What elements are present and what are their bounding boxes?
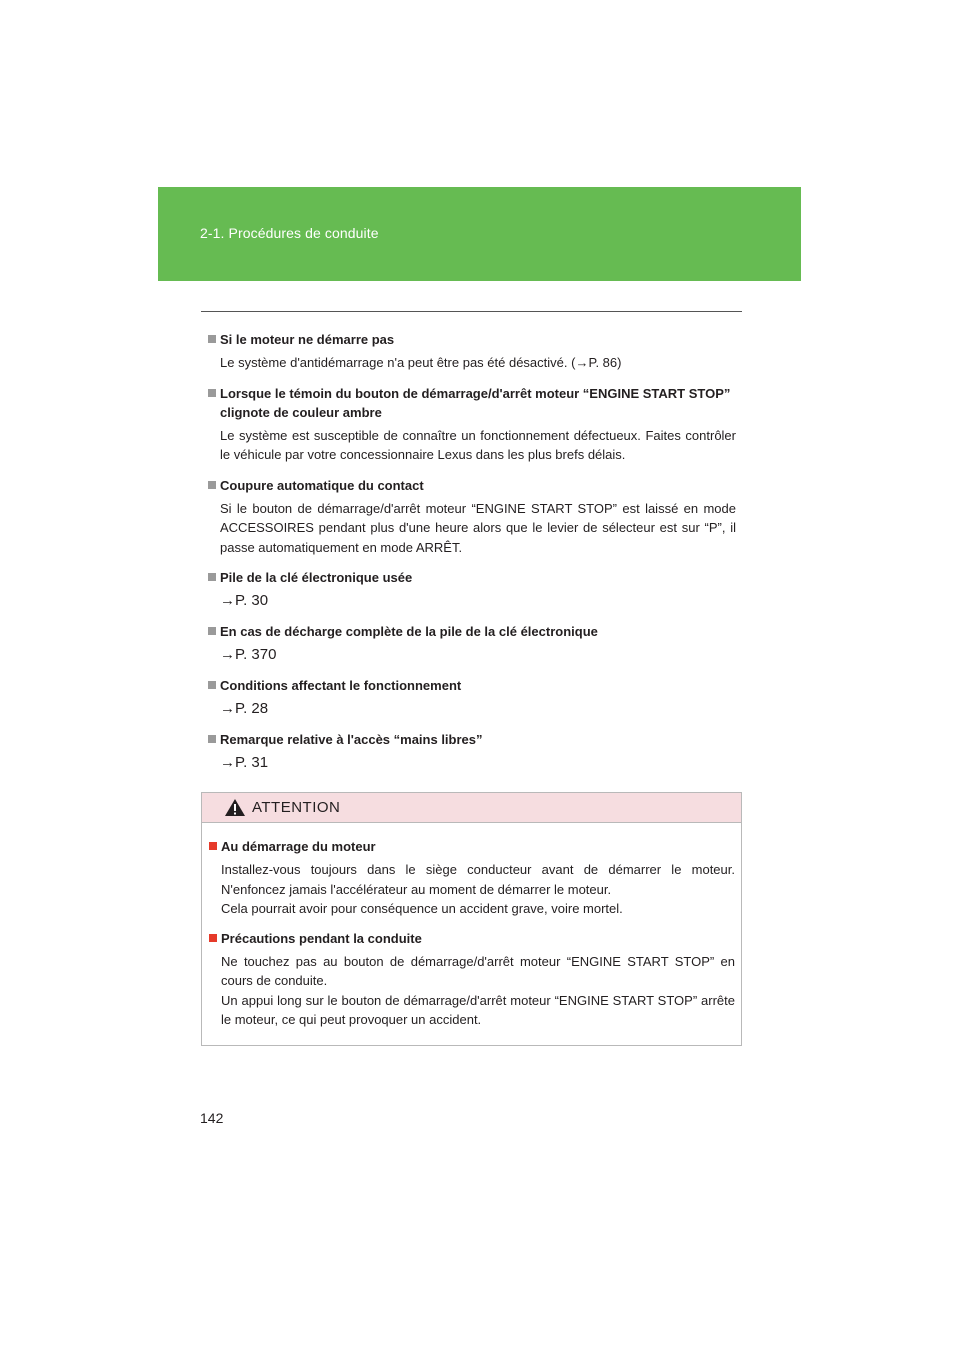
- warning-line: Ne touchez pas au bouton de démarrage/d'arrêt moteur “ENGINE START STOP” en cours de conduite.: [221, 953, 735, 988]
- page-reference: →P. 370: [220, 646, 277, 663]
- info-item: [208, 476, 736, 558]
- item-title: Coupure automatique du contact: [220, 477, 424, 493]
- warning-item: [209, 837, 735, 919]
- info-item: [208, 568, 736, 611]
- square-bullet-icon: [208, 481, 216, 489]
- square-bullet-icon: [208, 573, 216, 581]
- info-list: [208, 330, 736, 784]
- item-body: Le système est susceptible de connaître un fonctionnement défectueux. Faites contrôler le véhicule par votre concessionnaire Lexus dans les plus brefs délais.: [220, 427, 736, 462]
- item-title: Pile de la clé électronique usée: [220, 570, 413, 585]
- info-item: [208, 384, 736, 465]
- item-title: Conditions affectant le fonctionnement: [220, 678, 462, 693]
- square-bullet-icon: [209, 934, 217, 942]
- warning-triangle-icon: [224, 798, 246, 817]
- warning-content: [202, 823, 741, 1030]
- square-bullet-icon: [208, 627, 216, 635]
- info-item: [208, 676, 736, 719]
- warning-line: Cela pourrait avoir pour conséquence un accident grave, voire mortel.: [221, 901, 623, 916]
- warning-box: [201, 792, 742, 1046]
- page-reference: →P. 28: [220, 700, 269, 717]
- warning-item-title: Précautions pendant la conduite: [221, 930, 422, 946]
- warning-item-title: Au démarrage du moteur: [221, 839, 376, 854]
- item-body: Si le bouton de démarrage/d'arrêt moteur “ENGINE START STOP” est laissé en mode ACCESSOIRES pendant plus d'une heure alors que le levier de sélecteur est sur “P”, il passe automatiquement en mode ARRÊT.: [220, 500, 736, 555]
- item-title: Remarque relative à l'accès “mains libres”: [220, 732, 483, 747]
- top-rule: [201, 311, 742, 312]
- warning-line: Un appui long sur le bouton de démarrage/d'arrêt moteur “ENGINE START STOP” arrête le moteur, ce qui peut provoquer un accident.: [221, 992, 735, 1027]
- warning-label: ATTENTION: [252, 799, 341, 816]
- page-reference: →P. 30: [220, 592, 269, 609]
- square-bullet-icon: [208, 335, 216, 343]
- warning-header: [202, 793, 741, 823]
- square-bullet-icon: [208, 681, 216, 689]
- section-title: 2-1. Procédures de conduite: [200, 225, 379, 241]
- page-number: 142: [200, 1110, 224, 1126]
- item-title: En cas de décharge complète de la pile de la clé électronique: [220, 624, 598, 639]
- square-bullet-icon: [208, 735, 216, 743]
- item-title: Si le moteur ne démarre pas: [220, 332, 395, 347]
- info-item: [208, 330, 736, 373]
- section-header-band: [158, 187, 801, 281]
- page-reference: →P. 31: [220, 754, 269, 771]
- square-bullet-icon: [209, 842, 217, 850]
- item-body: Le système d'antidémarrage n'a peut être pas été désactivé. (→P. 86): [220, 355, 622, 370]
- info-item: [208, 730, 736, 773]
- item-title: Lorsque le témoin du bouton de démarrage/d'arrêt moteur “ENGINE START STOP” clignote de couleur ambre: [220, 385, 731, 420]
- info-item: [208, 622, 736, 665]
- square-bullet-icon: [208, 389, 216, 397]
- warning-item: [209, 929, 735, 1030]
- warning-line: Installez-vous toujours dans le siège conducteur avant de démarrer le moteur. N'enfoncez jamais l'accélérateur au moment de démarrer le moteur.: [221, 862, 735, 897]
